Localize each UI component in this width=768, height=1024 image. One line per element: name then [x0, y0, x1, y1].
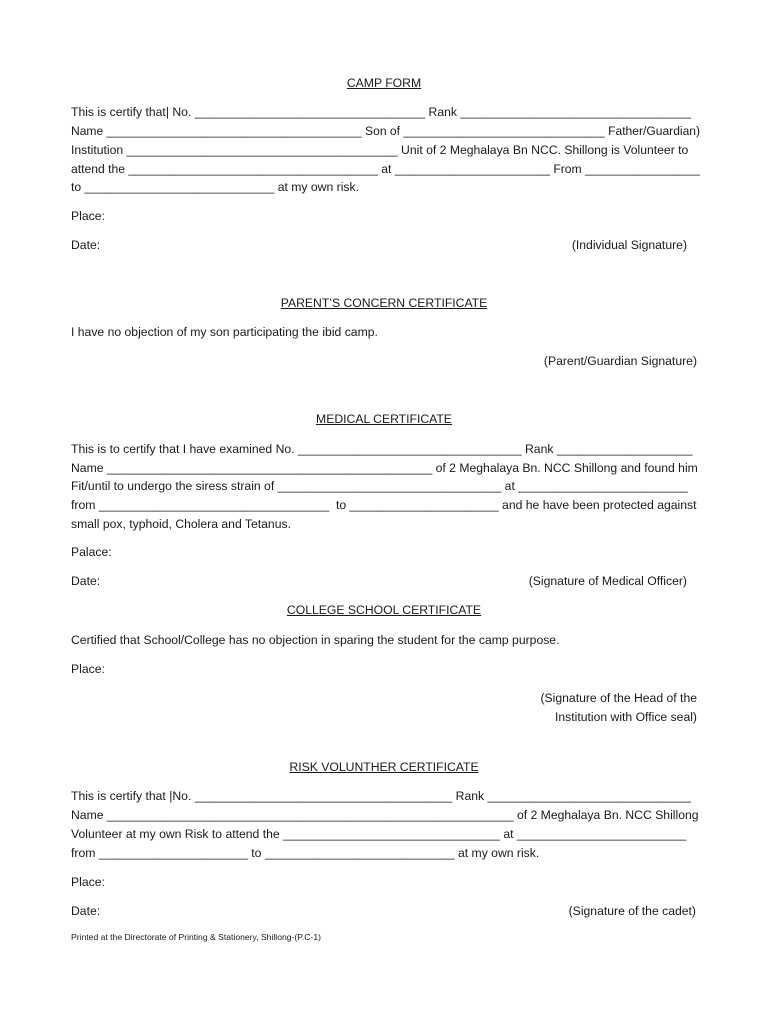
camp-form-heading: CAMP FORM — [346, 76, 422, 90]
camp-form-date-label: Date: — [71, 238, 101, 252]
camp-form-place-label: Place: — [71, 209, 105, 223]
college-place-label: Place: — [71, 662, 105, 676]
individual-signature-label: (Individual Signature) — [571, 238, 687, 252]
risk-line-4: from ______________________ to ____________________________ at my own risk. — [71, 846, 540, 860]
cadet-signature-label: (Signature of the cadet) — [568, 904, 696, 918]
camp-form-line-3: Institution ________________________________________ Unit of 2 Meghalaya Bn NCC. Shillong is Volunteer to — [71, 143, 689, 157]
risk-place-label: Place: — [71, 875, 105, 889]
medical-line-4: from __________________________________ to ______________________ and he have been protected against — [71, 498, 697, 512]
risk-line-2: Name ____________________________________________________________ of 2 Meghalaya Bn. NCC Shillong — [71, 808, 699, 822]
risk-certificate-heading: RISK VOLUNTHER CERTIFICATE — [289, 760, 479, 774]
camp-form-line-5: to ____________________________ at my own risk. — [71, 180, 359, 194]
risk-line-3: Volunteer at my own Risk to attend the ________________________________ at _________________________ — [71, 827, 687, 841]
parents-certificate-heading: PARENT’S CONCERN CERTIFICATE — [280, 296, 488, 310]
camp-form-line-4: attend the _____________________________________ at _______________________ From _________________ — [71, 162, 700, 176]
head-signature-line-1: (Signature of the Head of the — [540, 691, 697, 705]
medical-date-label: Date: — [71, 574, 101, 588]
printer-footer: Printed at the Directorate of Printing & Stationery, Shillong-(P.C-1) — [71, 932, 321, 942]
medical-line-1: This is to certify that I have examined No. _________________________________ Rank ____________________ — [71, 442, 693, 456]
parents-certificate-text: I have no objection of my son participating the ibid camp. — [71, 325, 378, 339]
risk-date-label: Date: — [71, 904, 101, 918]
medical-line-3: Fit/until to undergo the siress strain of _________________________________ at _________________________ — [71, 479, 688, 493]
medical-officer-signature-label: (Signature of Medical Officer) — [528, 574, 687, 588]
parent-signature-label: (Parent/Guardian Signature) — [543, 354, 697, 368]
college-certificate-heading: COLLEGE SCHOOL CERTIFICATE — [286, 603, 482, 617]
medical-certificate-heading: MEDICAL CERTIFICATE — [316, 412, 452, 426]
college-certificate-text: Certified that School/College has no objection in sparing the student for the camp purpose. — [71, 633, 560, 647]
camp-form-line-2: Name ______________________________________ Son of ______________________________ Father/Guardian) — [71, 124, 701, 138]
head-signature-line-2: Institution with Office seal) — [554, 710, 697, 724]
medical-line-5: small pox, typhoid, Cholera and Tetanus. — [71, 517, 291, 531]
medical-place-label: Palace: — [71, 545, 112, 559]
camp-form-line-1: This is certify that| No. __________________________________ Rank __________________________________ — [71, 105, 691, 119]
medical-line-2: Name ________________________________________________ of 2 Meghalaya Bn. NCC Shillong and found him — [71, 461, 698, 475]
risk-line-1: This is certify that |No. ______________________________________ Rank ______________________________ — [71, 789, 691, 803]
